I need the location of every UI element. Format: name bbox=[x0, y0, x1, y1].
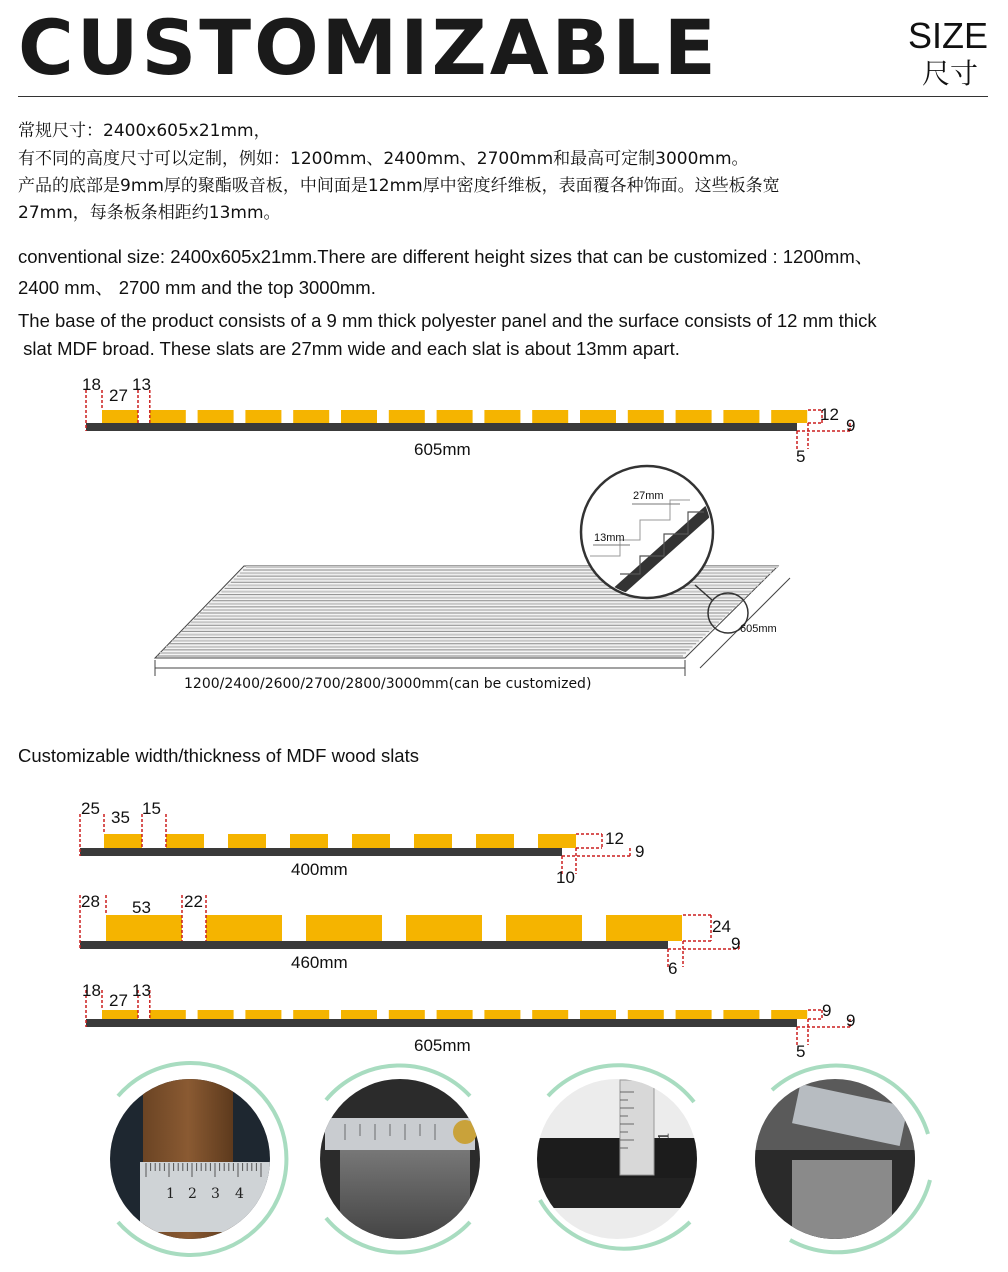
d2-base-thick-label: 9 bbox=[635, 842, 645, 861]
intro-en-line-4: slat MDF broad. These slats are 27mm wide and each slat is about 13mm apart. bbox=[18, 338, 680, 359]
ruler-digit-3: 3 bbox=[211, 1186, 220, 1202]
d1-edge-label: 18 bbox=[82, 375, 101, 394]
intro-en-line-1: conventional size: 2400x605x21mm.There are different height sizes that can be customized : 1200mm、 bbox=[18, 246, 874, 267]
d3-width-label: 460mm bbox=[291, 953, 348, 972]
d4-end-offset-label: 5 bbox=[796, 1042, 806, 1061]
d4-slat-thick-label: 9 bbox=[822, 1001, 832, 1020]
intro-zh-line-1: 常规尺寸：2400x605x21mm， bbox=[18, 121, 271, 141]
d4-gap-label: 13 bbox=[132, 981, 151, 1000]
ruler-digit-2: 2 bbox=[188, 1186, 197, 1202]
d3-edge-label: 28 bbox=[81, 892, 100, 911]
size-heading: SIZE bbox=[907, 15, 988, 56]
d2-gap-label: 15 bbox=[142, 799, 161, 818]
intro-en-line-3: The base of the product consists of a 9 mm thick polyester panel and the surface consists of 12 mm thick bbox=[18, 310, 877, 331]
d2-slat-label: 35 bbox=[111, 808, 130, 827]
d4-base-thick-label: 9 bbox=[846, 1011, 856, 1030]
d1-gap-label: 13 bbox=[132, 375, 151, 394]
d2-edge-label: 25 bbox=[81, 799, 100, 818]
detail-gap-label: 13mm bbox=[594, 532, 625, 544]
d3-slat-label: 53 bbox=[132, 898, 151, 917]
d3-base-thick-label: 9 bbox=[731, 934, 741, 953]
page-title: CUSTOMIZABLE bbox=[18, 3, 719, 92]
ruler-digit-1: 1 bbox=[166, 1186, 175, 1202]
d3-end-offset-label: 6 bbox=[668, 959, 678, 978]
intro-zh-line-4: 27mm，每条板条相距约13mm。 bbox=[18, 203, 281, 223]
d1-width-label: 605mm bbox=[414, 440, 471, 459]
detail-slat-width-label: 27mm bbox=[633, 490, 664, 502]
d1-base-thick-label: 9 bbox=[846, 416, 856, 435]
d1-end-offset-label: 5 bbox=[796, 447, 806, 466]
panel-width-label: 605mm bbox=[740, 623, 777, 635]
d4-edge-label: 18 bbox=[82, 981, 101, 1000]
d4-width-label: 605mm bbox=[414, 1036, 471, 1055]
d1-slat-thick-label: 12 bbox=[820, 405, 839, 424]
d2-width-label: 400mm bbox=[291, 860, 348, 879]
intro-en-line-2: 2400 mm、 2700 mm and the top 3000mm. bbox=[18, 277, 376, 298]
photo-foam-ruler bbox=[535, 1065, 705, 1248]
vertical-ruler-digit: 1 bbox=[656, 1131, 673, 1141]
photo-caliper-foam bbox=[752, 1066, 930, 1253]
d2-end-offset-label: 10 bbox=[556, 868, 575, 887]
d4-slat-label: 27 bbox=[109, 991, 128, 1010]
d3-slat-thick-label: 24 bbox=[712, 917, 731, 936]
intro-zh-line-3: 产品的底部是9mm厚的聚酯吸音板，中间面是12mm厚中密度纤维板，表面覆各种饰面。这些板条宽 bbox=[18, 176, 780, 196]
panel-length-label: 1200/2400/2600/2700/2800/3000mm(can be customized) bbox=[184, 676, 592, 692]
d1-slat-label: 27 bbox=[109, 386, 128, 405]
custom-caption: Customizable width/thickness of MDF wood slats bbox=[18, 745, 419, 766]
photo-caliper-board bbox=[318, 1065, 488, 1252]
d3-gap-label: 22 bbox=[184, 892, 203, 911]
intro-zh-line-2: 有不同的高度尺寸可以定制，例如：1200mm、2400mm、2700mm和最高可定制3000mm。 bbox=[18, 149, 749, 169]
size-heading-zh: 尺寸 bbox=[921, 57, 978, 90]
photo-slat-ruler bbox=[100, 1063, 286, 1255]
ruler-digit-4: 4 bbox=[235, 1186, 244, 1202]
d2-slat-thick-label: 12 bbox=[605, 829, 624, 848]
